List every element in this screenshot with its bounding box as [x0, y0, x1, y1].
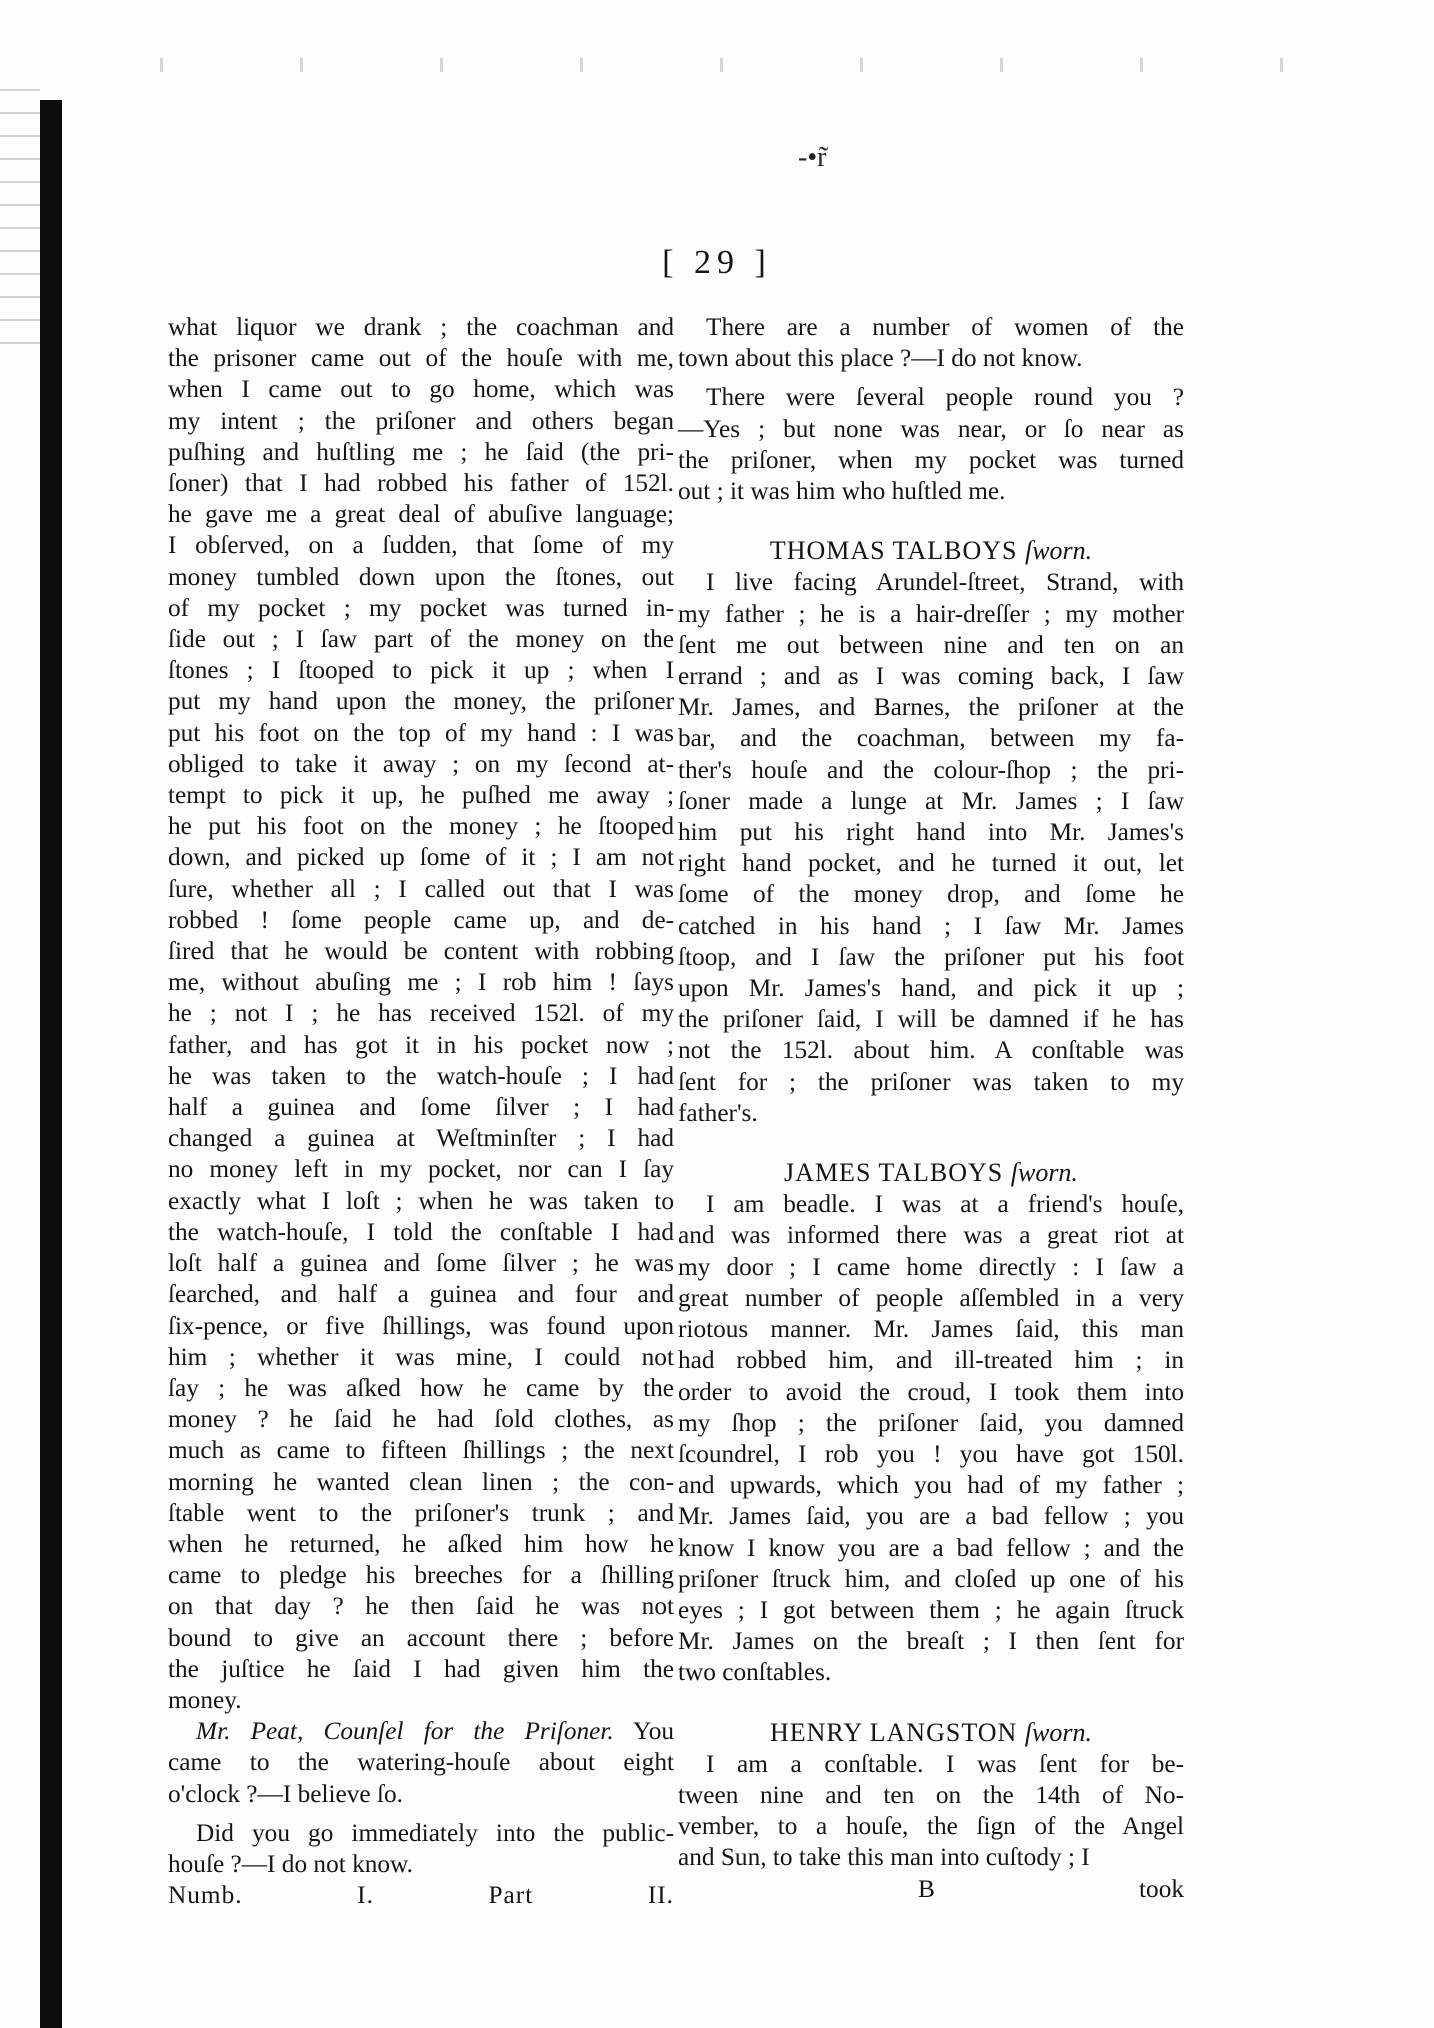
top-speckle [100, 58, 1340, 72]
text-line: bar, and the coachman, between my fa- [678, 724, 1184, 753]
text-line: exactly what I loſt ; when he was taken to [168, 1186, 674, 1215]
text-line: put my hand upon the money, the priſoner [168, 687, 674, 716]
text-line: ſoner) that I had robbed his father of 152l. [168, 469, 674, 498]
intro-lines [678, 312, 1184, 374]
text-line: father's. [678, 1098, 758, 1127]
text-line: money. [168, 1685, 242, 1714]
text-line: ſent me out between nine and ten on an [678, 630, 1184, 659]
text-line: morning he wanted clean linen ; the con- [168, 1467, 674, 1496]
text-line: puſhing and huſtling me ; he ſaid (the pri- [168, 437, 674, 466]
text-line: on that day ? he then ſaid he was not [168, 1592, 674, 1621]
text-line: errand ; and as I was coming back, I ſaw [678, 662, 1184, 691]
footer-signature [168, 1880, 674, 1911]
witness-heading-thomas [678, 535, 1184, 566]
text-line: of my pocket ; my pocket was turned in- [168, 593, 674, 622]
text-line: ſay ; he was aſked how he came by the [168, 1373, 674, 1402]
text-line: down, and picked up ſome of it ; I am not [168, 843, 674, 872]
text-line: Mr. James, and Barnes, the priſoner at the [678, 693, 1184, 722]
text-line: he was taken to the watch-houſe ; I had [168, 1061, 674, 1090]
ornament-mark: -•r̃ [798, 142, 827, 173]
text-line: —Yes ; but none was near, or ſo near as [678, 414, 1184, 443]
text-line: what liquor we drank ; the coachman and [168, 313, 674, 341]
text-line: great number of people aſſembled in a very [678, 1283, 1184, 1312]
text-line: the watch-houſe, I told the conſtable I had [168, 1217, 674, 1246]
text-line: ſome of the money drop, and ſome he [678, 880, 1184, 909]
text-line: riotous manner. Mr. James ſaid, this man [678, 1315, 1184, 1344]
text-line: he ; not I ; he has received 152l. of my [168, 999, 674, 1028]
witness-3-testimony [678, 1749, 1184, 1874]
text-line: bound to give an account there ; before [168, 1623, 674, 1652]
text-line: ſix-pence, or five ſhillings, was found upon [168, 1311, 674, 1340]
witness-heading-henry [678, 1717, 1184, 1748]
witness-2-testimony [678, 1189, 1184, 1688]
text-line: no money left in my pocket, nor can I ſay [168, 1155, 674, 1184]
signature-row [678, 1874, 1184, 1905]
text-line: I obſerved, on a ſudden, that ſome of my [168, 531, 674, 560]
text-line: him put his right hand into Mr. James's [678, 818, 1184, 847]
sworn-label: ſworn. [1024, 1717, 1092, 1747]
text-line: the juſtice he ſaid I had given him the [168, 1654, 674, 1683]
text-line: upon Mr. James's hand, and pick it up ; [678, 974, 1184, 1003]
text-line: the priſoner, when my pocket was turned [678, 445, 1184, 474]
text-line: tween nine and ten on the 14th of No- [678, 1780, 1184, 1809]
catchword: took [1139, 1874, 1184, 1903]
left-body-text [168, 312, 674, 1716]
text-line: the prisoner came out of the houſe with me, [168, 344, 674, 373]
counsel-lines [168, 1747, 674, 1809]
question-2-lines [168, 1818, 674, 1880]
text-line: my ſhop ; the priſoner ſaid, you damned [678, 1408, 1184, 1437]
text-line: ſearched, and half a guinea and four and [168, 1280, 674, 1309]
text-line: Mr. James ſaid, you are a bad fellow ; you [678, 1502, 1184, 1531]
text-line: him ; whether it was mine, I could not [168, 1342, 674, 1371]
witness-heading-james [678, 1157, 1184, 1188]
text-line: me, without abuſing me ; I rob him ! ſays [168, 968, 674, 997]
text-line: ſired that he would be content with robbing [168, 937, 674, 966]
text-line: There were ſeveral people round you ? [706, 383, 1184, 412]
witness-name: JAMES TALBOYS [784, 1158, 1004, 1188]
text-line: put his foot on the top of my hand : I was [168, 718, 674, 747]
text-line: tempt to pick it up, he puſhed me away ; [168, 781, 674, 810]
intro2-lines [678, 382, 1184, 507]
text-line: There are a number of women of the [706, 313, 1184, 341]
text-line: right hand pocket, and he turned it out, let [678, 849, 1184, 878]
text-line: ther's houſe and the colour-ſhop ; the pri- [678, 755, 1184, 784]
text-line: o'clock ?—I believe ſo. [168, 1779, 403, 1808]
counsel-name: Mr. Peat, Counſel for the Priſoner. [196, 1717, 614, 1746]
text-line: loſt half a guinea and ſome ſilver ; he was [168, 1249, 674, 1278]
text-line: ſtable went to the priſoner's trunk ; and [168, 1498, 674, 1527]
left-column [168, 312, 674, 1911]
binding-shadow [40, 100, 62, 2028]
text-line: ſcoundrel, I rob you ! you have got 150l. [678, 1439, 1184, 1468]
sworn-label: ſworn. [1010, 1158, 1078, 1188]
counsel-question [168, 1716, 674, 1747]
text-line: the priſoner ſaid, I will be damned if he has [678, 1005, 1184, 1034]
text-line: I am beadle. I was at a friend's houſe, [706, 1190, 1184, 1219]
text-line: town about this place ?—I do not know. [678, 344, 1083, 373]
text-line: ſure, whether all ; I called out that I was [168, 874, 674, 903]
page-edge-marks [0, 80, 40, 360]
text-line: came to pledge his breeches for a ſhilling [168, 1561, 674, 1590]
text-line: know I know you are a bad fellow ; and the [678, 1533, 1184, 1562]
text-line: my door ; I came home directly : I ſaw a [678, 1252, 1184, 1281]
right-column [678, 312, 1184, 1905]
counsel-line-1 [168, 1716, 674, 1747]
witness-name: THOMAS TALBOYS [769, 536, 1018, 566]
text-line: and upwards, which you had of my father ; [678, 1471, 1184, 1500]
text-line: came to the watering-houſe about eight [168, 1748, 674, 1777]
text-line: priſoner ſtruck him, and cloſed up one of his [678, 1564, 1184, 1593]
text-line: not the 152l. about him. A conſtable was [678, 1036, 1184, 1065]
text-line: vember, to a houſe, the ſign of the Angel [678, 1812, 1184, 1841]
text-line: I live facing Arundel-ſtreet, Strand, with [706, 568, 1184, 597]
text-line: half a guinea and ſome ſilver ; I had [168, 1093, 674, 1122]
text-line: and was informed there was a great riot at [678, 1221, 1184, 1250]
text-line: I am a conſtable. I was ſent for be- [706, 1749, 1184, 1778]
text-line: order to avoid the croud, I took them into [678, 1377, 1184, 1406]
text-line: ſoner made a lunge at Mr. James ; I ſaw [678, 786, 1184, 815]
text-line: ſtoop, and I ſaw the priſoner put his foot [678, 942, 1184, 971]
text-line: robbed ! ſome people came up, and de- [168, 905, 674, 934]
witness-1-testimony [678, 567, 1184, 1129]
text-line: Did you go immediately into the public- [196, 1818, 674, 1847]
text-line: he put his foot on the money ; he ſtooped [168, 812, 674, 841]
text-line: had robbed him, and ill-treated him ; in [678, 1346, 1184, 1375]
text-line: out ; it was him who huſtled me. [678, 477, 1006, 506]
text-line: ſent for ; the priſoner was taken to my [678, 1067, 1184, 1096]
page-number: [ 29 ] [662, 244, 772, 281]
witness-name: HENRY LANGSTON [770, 1717, 1018, 1747]
text-line: obliged to take it away ; on my ſecond at- [168, 749, 674, 778]
text-line: when I came out to go home, which was [168, 375, 674, 404]
text-line: he gave me a great deal of abuſive language; [168, 500, 674, 529]
text-line: eyes ; I got between them ; he again ſtruck [678, 1595, 1184, 1624]
text-line: ſtones ; I ſtooped to pick it up ; when I [168, 656, 674, 685]
text-line: Mr. James on the breaſt ; I then ſent for [678, 1627, 1184, 1656]
text-line: when he returned, he aſked him how he [168, 1529, 674, 1558]
text-line: my intent ; the priſoner and others began [168, 406, 674, 435]
counsel-q1-rest: You [632, 1717, 674, 1746]
sworn-label: ſworn. [1024, 536, 1093, 566]
text-line: changed a guinea at Weſtminſter ; I had [168, 1124, 674, 1153]
text-line: my father ; he is a hair-dreſſer ; my mother [678, 599, 1184, 628]
text-line: money ? he ſaid he had ſold clothes, as [168, 1405, 674, 1434]
text-line: money tumbled down upon the ſtones, out [168, 562, 674, 591]
text-line: much as came to fifteen ſhillings ; the next [168, 1436, 674, 1465]
text-line: catched in his hand ; I ſaw Mr. James [678, 911, 1184, 940]
signature-mark: B [918, 1874, 935, 1903]
text-line: houſe ?—I do not know. [168, 1849, 413, 1878]
text-line: two conſtables. [678, 1658, 832, 1687]
text-line: ſide out ; I ſaw part of the money on the [168, 625, 674, 654]
text-line: and Sun, to take this man into cuſtody ; I [678, 1843, 1090, 1872]
footer-text: Numb. I. Part II. [168, 1881, 674, 1910]
text-line: father, and has got it in his pocket now ; [168, 1030, 674, 1059]
